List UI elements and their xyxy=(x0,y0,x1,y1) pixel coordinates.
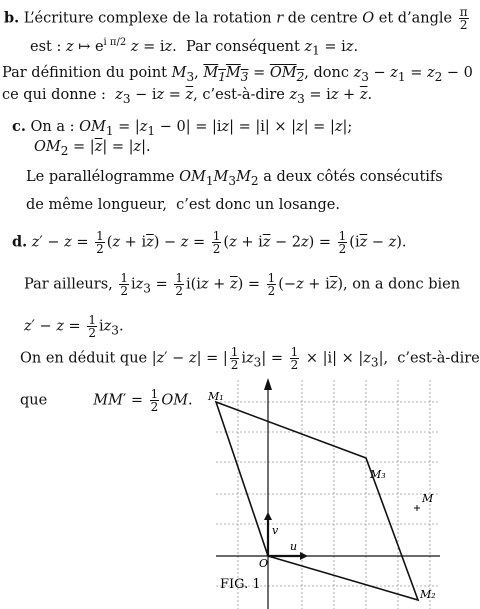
label-m3: M₃ xyxy=(370,468,386,481)
line-zprime: z′ − z = $\frac{1}{2}$ $iz_3$. xyxy=(24,313,124,340)
label-v: v xyxy=(272,524,279,537)
y-axis-arrow xyxy=(264,378,272,390)
line-b-rotation: b. L’écriture complexe de la rotation r de centre O et d’angle $\frac{\pi}{2}$ xyxy=(4,5,468,32)
line-parallelogram: Le parallélogramme $OM_1M_3M_2$ a deux côtés consécutifs xyxy=(26,169,443,188)
label-o: O xyxy=(259,557,269,570)
line-losange: de même longueur, c’est donc un losange. xyxy=(26,197,340,213)
vector-v-arrow xyxy=(264,512,272,520)
line-par-ailleurs: Par ailleurs, $\frac{1}{2}$ $iz_3$ = $\frac{1}{2}$ $i(iz + \overline{z})$ = $\frac{1}{2}$ $(-z + i\overline{z})$, on a donc bien xyxy=(24,271,461,298)
figure-caption: FIG. 1 xyxy=(220,577,261,592)
vector-u-arrow xyxy=(300,552,308,560)
line-c-om2: $OM_2 = |\overline{z}| = |z|$. xyxy=(34,139,151,158)
line-b-formula: est : z ↦ $e^{i \pi/2}$ z = iz. Par conséquent $z_1$ = iz. xyxy=(30,37,359,58)
line-c-om1: c. On a : $OM_1 = |z_1 - 0| = |iz| = |i| \times |z| = |z|$; xyxy=(12,118,353,138)
label-m2: M₂ xyxy=(420,588,436,601)
line-deduit: On en déduit que |z′ − z| = | $\frac{1}{2}$ $iz_3|$ = $\frac{1}{2}$ × $|i| \times |z_3|$, c’est-à-dire xyxy=(20,345,480,372)
line-d-formula: d. z′ − z = $\frac{1}{2}$ $(z + i\overline{z}) - z$ = $\frac{1}{2}$ $(z + i\overline{z} - 2z)$ = $\frac{1}{2}$ $(i\overline{z} - z)$. xyxy=(12,229,407,256)
line-definition-m3: Par définition du point $M_3$, $M_1M_3 = OM_2$, donc $z_3 - z_1 = z_2 - 0$ xyxy=(2,65,473,84)
line-mm-prime: que MM′ = $\frac{1}{2}$ OM. xyxy=(20,387,193,414)
label-m: M xyxy=(422,492,434,505)
line-gives: ce qui donne : $z_3$ − iz = $\overline{z}$, c’est-à-dire $z_3$ = iz + $\overline{z}$. xyxy=(2,87,373,106)
label-u: u xyxy=(290,540,298,553)
label-m1: M₁ xyxy=(208,390,224,403)
